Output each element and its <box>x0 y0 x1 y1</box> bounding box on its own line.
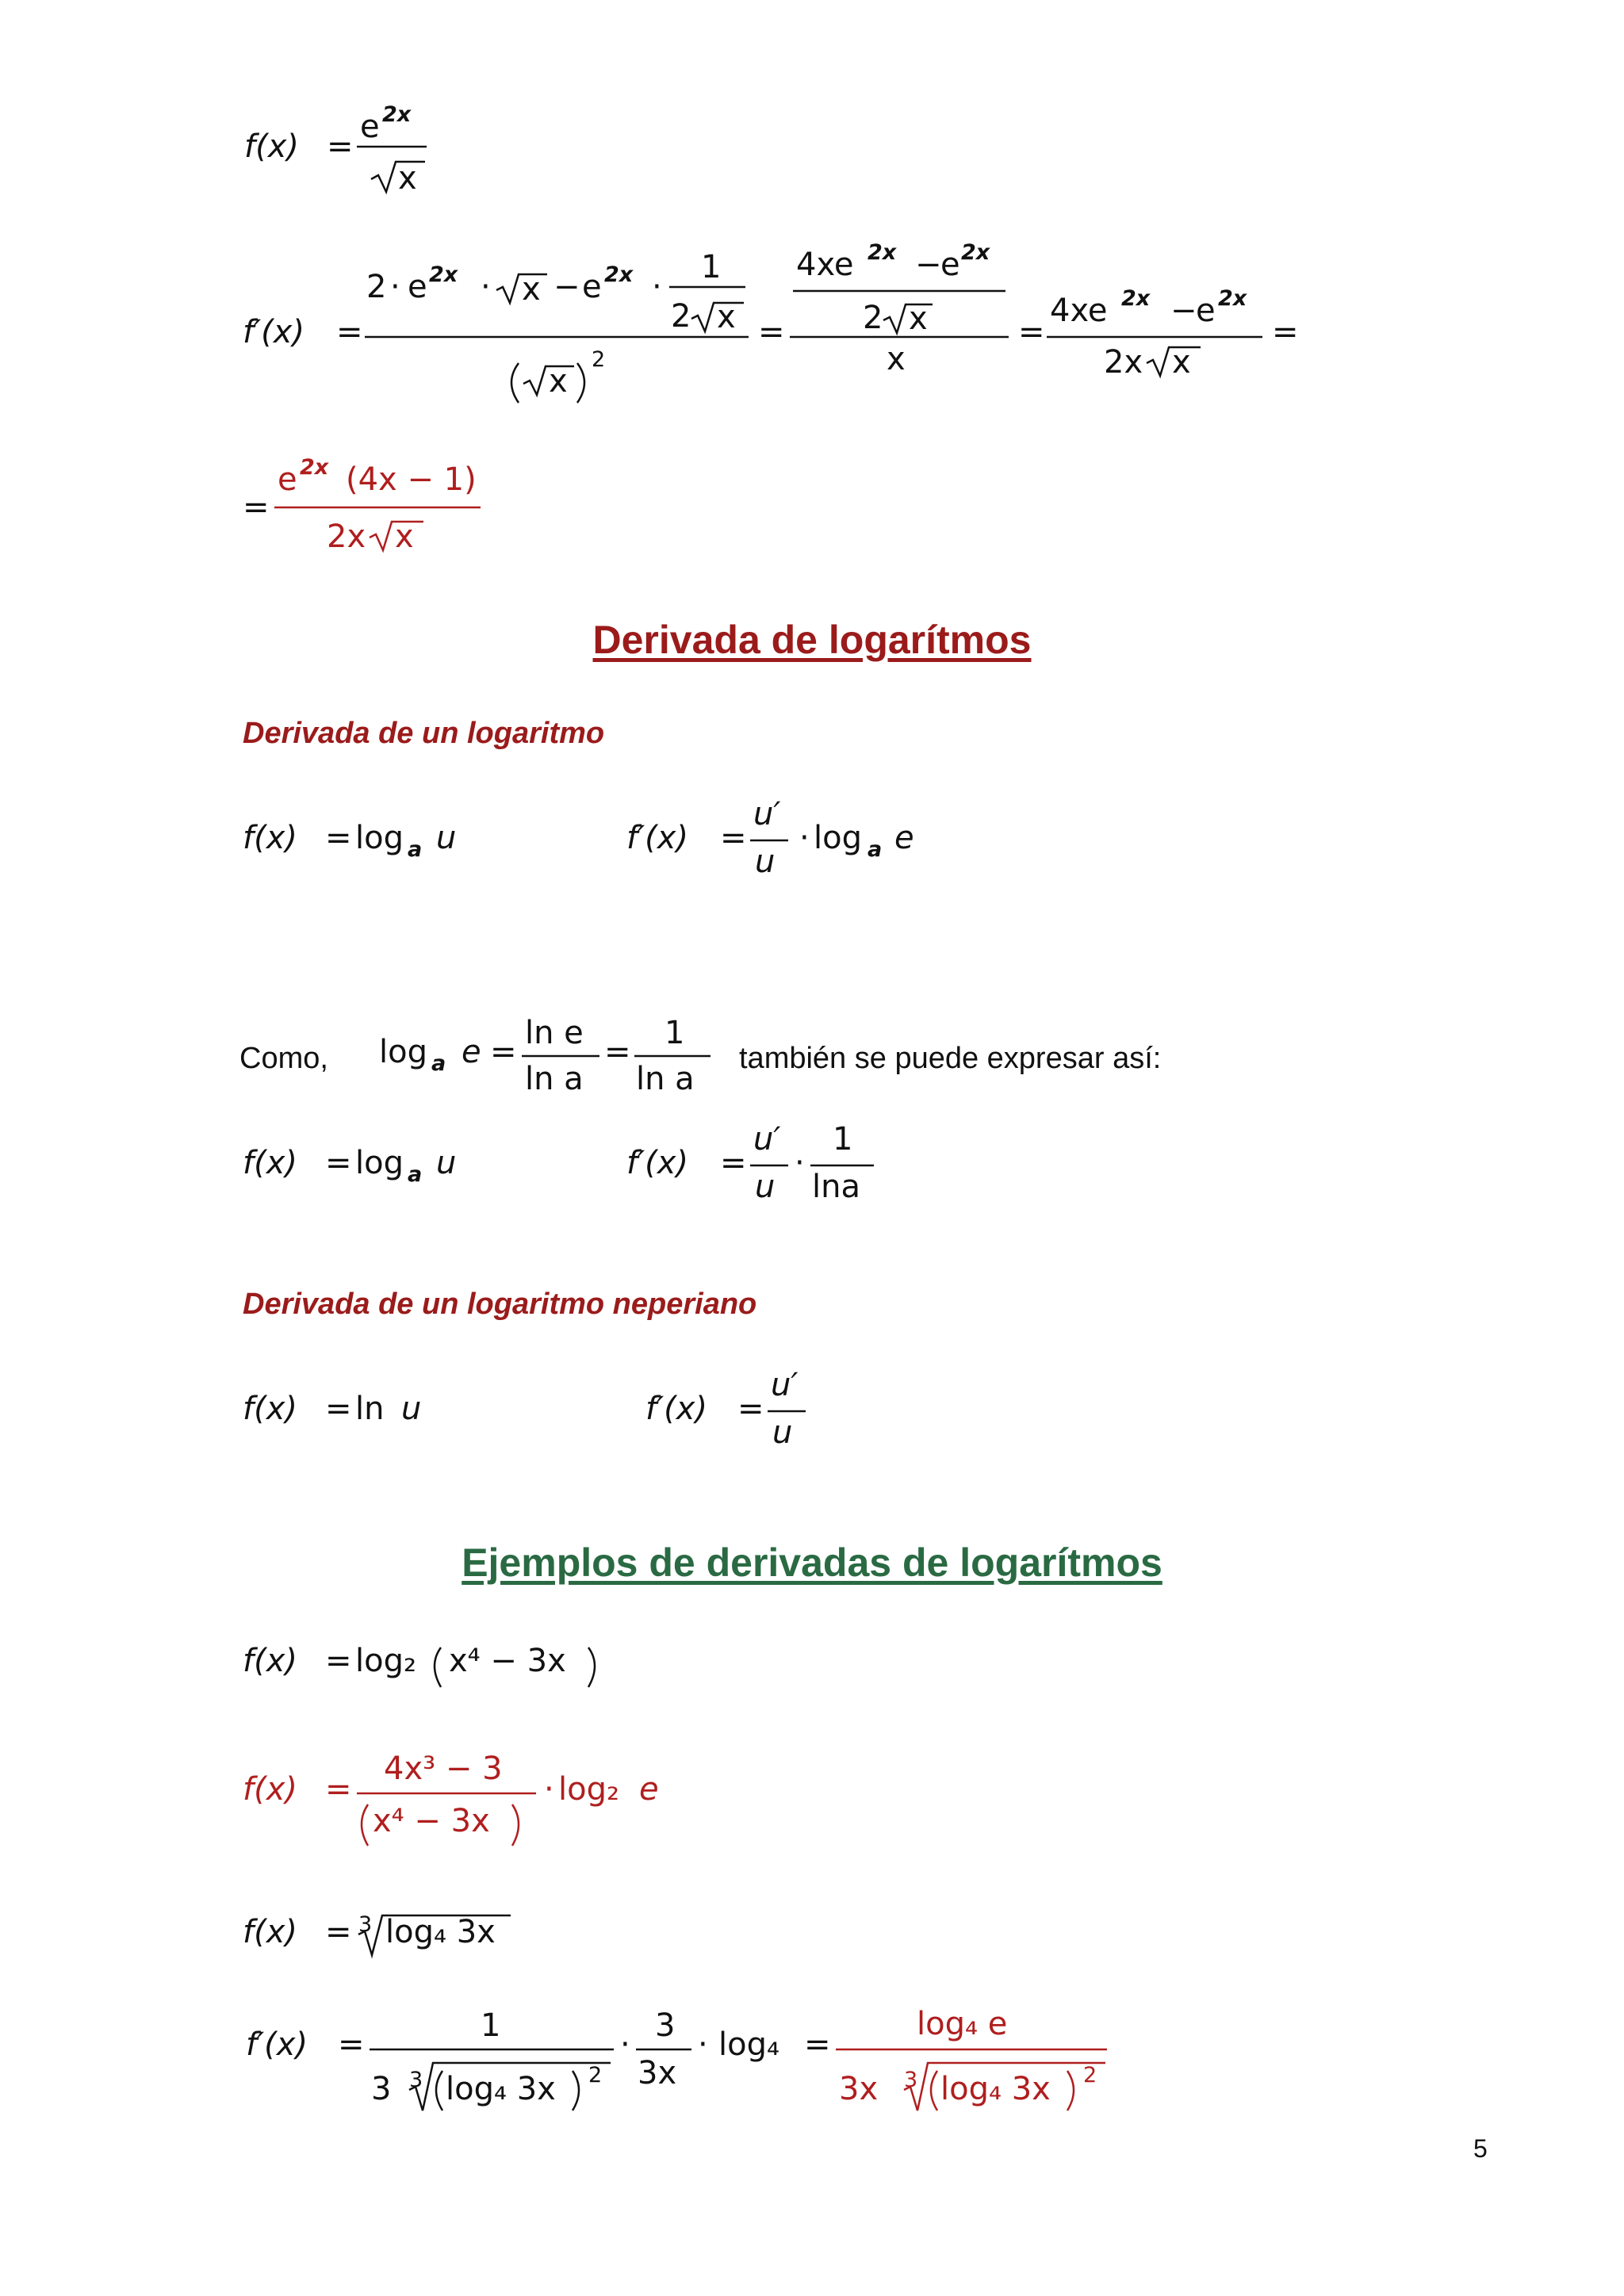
equals-sign: = <box>1018 314 1045 350</box>
minus: − <box>1170 293 1197 329</box>
equals-sign: = <box>325 1391 352 1427</box>
eq-loga-e-identity <box>379 1015 710 1097</box>
equals-sign: = <box>737 1391 764 1427</box>
ln-a: ln a <box>636 1061 695 1097</box>
base-e: e <box>278 461 297 498</box>
equals-sign: = <box>325 1914 352 1950</box>
radicand-x: x <box>398 160 417 197</box>
equals-sign: = <box>604 1034 631 1070</box>
three-x: 3x <box>638 2055 677 2091</box>
minus: − <box>553 269 580 305</box>
eq-log-rule <box>243 796 914 880</box>
exponent-2x: 2x <box>382 102 412 127</box>
base-a: a <box>408 1162 423 1187</box>
base-a: a <box>408 837 423 862</box>
exponent-2x: 2x <box>604 262 634 287</box>
root-index-3: 3 <box>358 1912 373 1937</box>
u: u <box>401 1391 422 1427</box>
exponent-2x: 2x <box>429 262 458 287</box>
base-e: e <box>408 269 427 305</box>
e: e <box>639 1771 659 1808</box>
square-exponent: 2 <box>588 2063 603 2087</box>
text-tambien: también se puede expresar así: <box>739 1042 1162 1075</box>
subheading-derivada-logaritmo: Derivada de un logaritmo <box>243 717 605 750</box>
equals-sign: = <box>325 820 352 856</box>
log: log <box>355 820 404 856</box>
root-index-3: 3 <box>409 2068 423 2092</box>
fx-label: f(x) <box>243 1914 297 1950</box>
log4: log₄ <box>718 2026 780 2063</box>
dot: · <box>390 269 400 305</box>
log4-3x: log₄ 3x <box>940 2071 1051 2107</box>
subheading-logaritmo-neperiano: Derivada de un logaritmo neperiano <box>243 1288 757 1321</box>
eq-example-log2 <box>243 1643 595 1687</box>
minus: − <box>915 247 942 283</box>
denominator-2x: 2x <box>1104 344 1143 381</box>
radicand-x: x <box>549 363 568 400</box>
radicand-x: x <box>522 271 541 308</box>
u-prime: u′ <box>771 1367 799 1403</box>
e: e <box>462 1034 481 1070</box>
base-e: e <box>360 109 380 145</box>
log: log <box>379 1034 427 1070</box>
paren-right <box>577 363 584 403</box>
u: u <box>755 1169 776 1205</box>
text-como: Como, <box>239 1042 328 1075</box>
equals-sign: = <box>325 1145 352 1181</box>
radicand-x: x <box>395 519 414 555</box>
paren-left <box>435 1647 441 1687</box>
exponent-2x: 2x <box>300 455 329 480</box>
paren-right <box>512 1804 519 1846</box>
fx-label: f(x) <box>243 820 297 856</box>
paren-right <box>573 2071 579 2110</box>
equals-sign: = <box>338 2026 365 2063</box>
u: u <box>755 844 776 880</box>
radicand-x: x <box>1172 344 1191 381</box>
heading-derivada-logaritmos: Derivada de logarítmos <box>592 618 1032 662</box>
numerator-log4-e: log₄ e <box>917 2006 1008 2042</box>
eq-example-log2-result <box>243 1751 659 1846</box>
factor-4x-minus-1: (4x − 1) <box>346 461 477 498</box>
paren-left <box>511 363 519 403</box>
dot: · <box>795 1145 805 1181</box>
exponent-2x: 2x <box>1218 286 1247 311</box>
log: log <box>814 820 862 856</box>
equals-sign: = <box>490 1034 517 1070</box>
eq-example-cbrt <box>243 1912 511 1955</box>
equals-sign: = <box>243 489 270 526</box>
ln-a: ln a <box>525 1061 584 1097</box>
base-e: e <box>940 247 960 283</box>
one: 1 <box>833 1121 853 1158</box>
ln: ln <box>355 1391 385 1427</box>
root-index-3: 3 <box>904 2068 918 2092</box>
numerator-4x3-3: 4x³ − 3 <box>384 1751 503 1787</box>
dot: · <box>544 1771 554 1808</box>
page-number: 5 <box>1473 2134 1488 2163</box>
log4-3x: log₄ 3x <box>385 1914 496 1950</box>
term-4xe: 4xe <box>796 247 854 283</box>
u-prime: u′ <box>753 1121 781 1158</box>
fpx-label: f′(x) <box>626 1145 689 1181</box>
base-e: e <box>1196 293 1216 329</box>
base-e: e <box>582 269 602 305</box>
log2: log₂ <box>355 1643 417 1679</box>
fpx-label: f′(x) <box>243 314 305 350</box>
u: u <box>436 820 457 856</box>
paren-left <box>931 2071 937 2110</box>
eq-fx-e2x-over-sqrtx <box>244 102 427 197</box>
equals-sign: = <box>327 128 354 165</box>
three-x: 3x <box>839 2071 879 2107</box>
dot: · <box>698 2026 708 2063</box>
denominator-x4-3x: x⁴ − 3x <box>373 1803 490 1839</box>
log: log <box>355 1145 404 1181</box>
term-4xe: 4xe <box>1050 293 1108 329</box>
eq-fpx-derivation <box>243 240 1299 403</box>
equals-sign: = <box>758 314 785 350</box>
dot: · <box>620 2026 630 2063</box>
base-a: a <box>868 837 883 862</box>
log2: log₂ <box>558 1771 620 1808</box>
paren-left <box>436 2071 442 2110</box>
equals-sign: = <box>325 1643 352 1679</box>
eq-ln-rule <box>243 1367 806 1451</box>
u-prime: u′ <box>753 796 781 832</box>
paren-right <box>588 1647 595 1687</box>
dot: · <box>481 269 491 305</box>
eq-result-red <box>243 455 481 555</box>
lna: lna <box>812 1169 860 1205</box>
equals-sign: = <box>720 820 747 856</box>
equals-sign: = <box>1272 314 1299 350</box>
three: 3 <box>371 2071 392 2107</box>
one: 1 <box>665 1015 685 1051</box>
fx-label: f(x) <box>243 1771 297 1808</box>
one: 1 <box>701 249 722 285</box>
radicand-x: x <box>909 300 928 337</box>
u: u <box>436 1145 457 1181</box>
equals-sign: = <box>336 314 363 350</box>
exponent-2x: 2x <box>1121 286 1151 311</box>
eq-log-rule-ln <box>243 1121 874 1205</box>
two: 2 <box>671 298 691 335</box>
fpx-label: f′(x) <box>626 820 689 856</box>
fx-label: f(x) <box>243 1145 297 1181</box>
denominator-2x: 2x <box>327 519 366 555</box>
x4-minus-3x: x⁴ − 3x <box>449 1643 566 1679</box>
square-exponent: 2 <box>592 347 606 372</box>
eq-example-cbrt-derivative <box>246 2006 1107 2110</box>
num-two: 2 <box>366 269 387 305</box>
radicand-x: x <box>717 299 736 335</box>
ln-e: ln e <box>525 1015 584 1051</box>
fx-label: f(x) <box>244 128 299 165</box>
one: 1 <box>481 2007 501 2044</box>
base-a: a <box>431 1051 446 1076</box>
equals-sign: = <box>325 1771 352 1808</box>
square-exponent: 2 <box>1083 2063 1097 2087</box>
two: 2 <box>863 300 883 336</box>
e: e <box>894 820 914 856</box>
three: 3 <box>655 2007 676 2044</box>
u: u <box>772 1414 793 1451</box>
equals-sign: = <box>804 2026 831 2063</box>
log4-3x: log₄ 3x <box>446 2071 556 2107</box>
paren-left <box>362 1804 368 1846</box>
dot: · <box>799 820 810 856</box>
fpx-label: f′(x) <box>246 2026 308 2063</box>
fx-label: f(x) <box>243 1391 297 1427</box>
fx-label: f(x) <box>243 1643 297 1679</box>
exponent-2x: 2x <box>961 240 990 265</box>
dot: · <box>652 269 662 305</box>
equals-sign: = <box>720 1145 747 1181</box>
paren-right <box>1067 2071 1074 2110</box>
denominator-x: x <box>887 341 906 377</box>
fpx-label: f′(x) <box>645 1391 708 1427</box>
heading-ejemplos-logaritmos: Ejemplos de derivadas de logarítmos <box>462 1540 1162 1585</box>
exponent-2x: 2x <box>868 240 897 265</box>
